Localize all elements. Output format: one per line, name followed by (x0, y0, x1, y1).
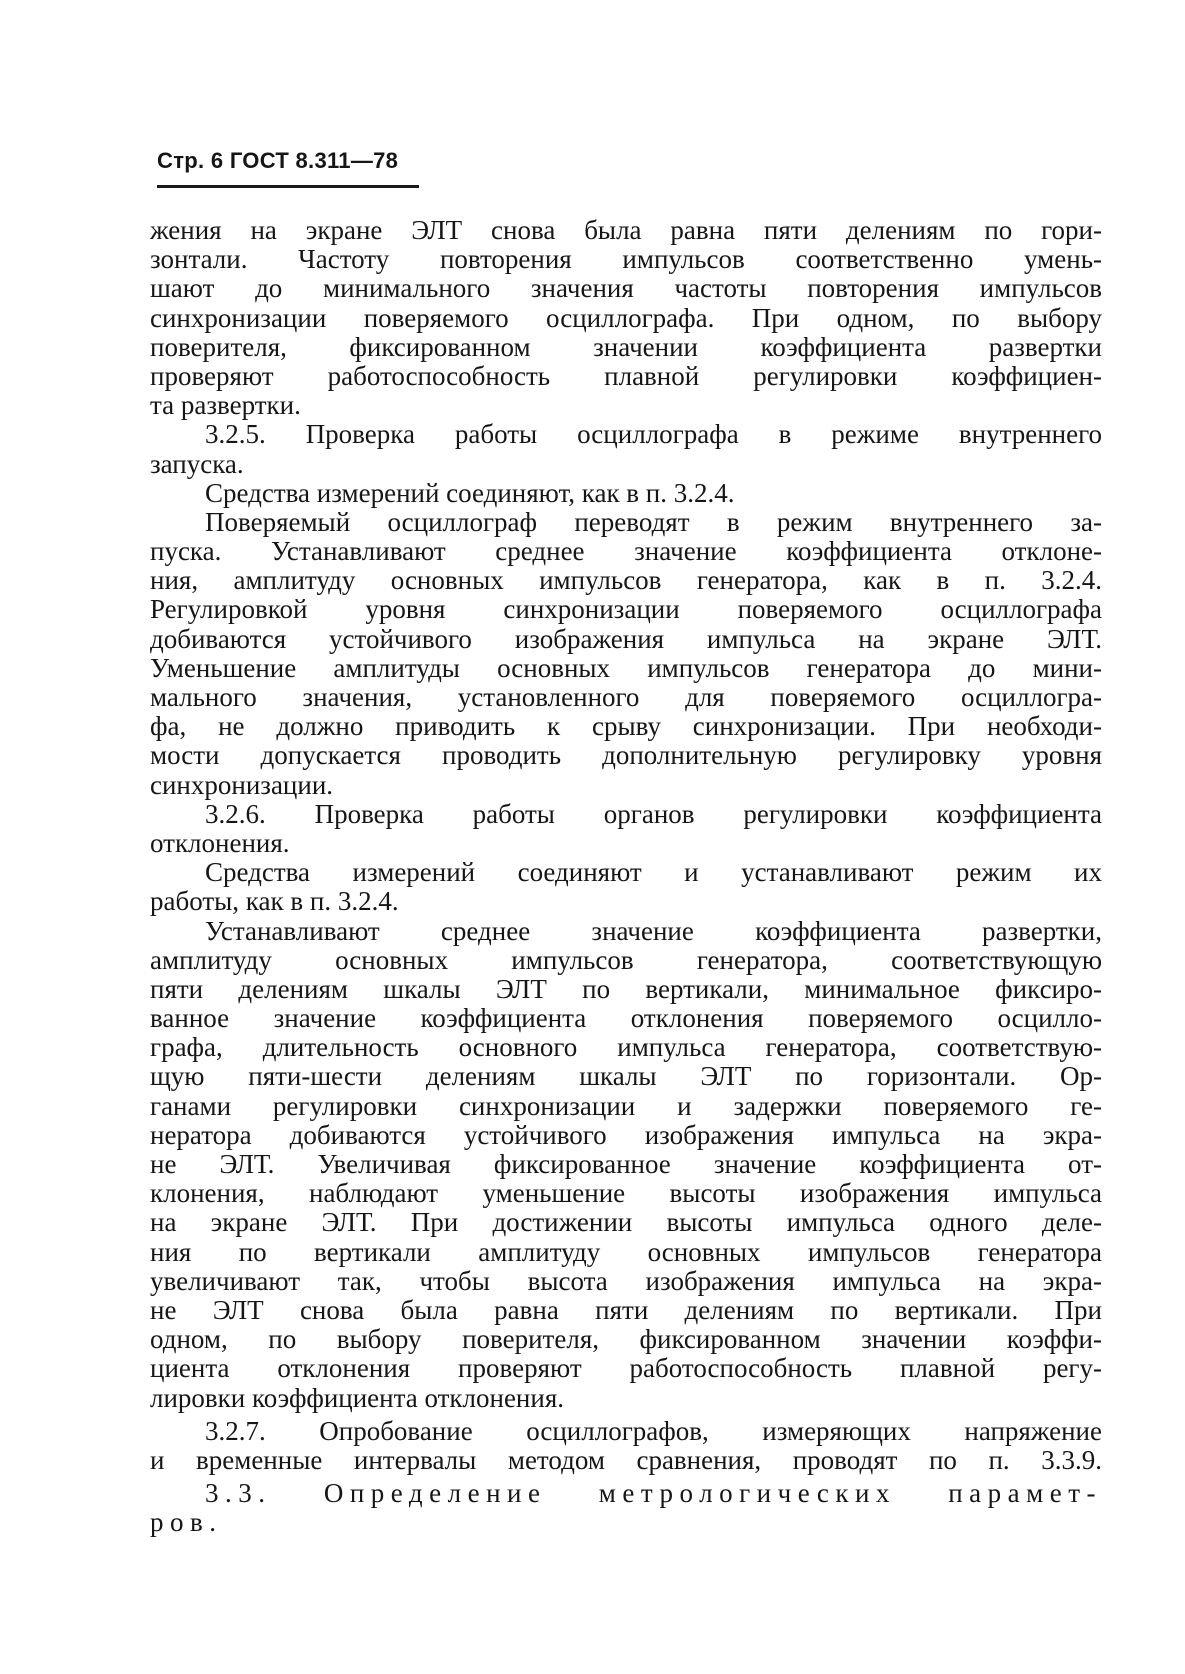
text-line: Устанавливают среднее значение коэффициента развертки, (205, 915, 1102, 946)
text-line: шают до минимального значения частоты повторения импульсов (150, 273, 1102, 304)
text-line: графа, длительность основного импульса генератора, соответствую- (150, 1032, 1102, 1063)
text-line: и временные интервалы методом сравнения, проводят по п. 3.3.9. (150, 1444, 1102, 1475)
text-line: та развертки. (150, 390, 301, 421)
text-line: клонения, наблюдают уменьшение высоты изображения импульса (150, 1178, 1102, 1209)
text-line: Средства измерений соединяют, как в п. 3.2.4. (205, 477, 735, 508)
standard-designation: ГОСТ 8.311—78 (229, 148, 399, 173)
text-line: увеличивают так, чтобы высота изображения импульса на экра- (150, 1265, 1102, 1296)
text-line: ванное значение коэффициента отклонения поверяемого осцилло- (150, 1003, 1102, 1034)
page-number: 6 (210, 148, 224, 173)
text-line: синхронизации. (150, 769, 334, 800)
text-line: добиваются устойчивого изображения импульса на экране ЭЛТ. (150, 623, 1102, 654)
section-heading-3-2-5: 3.2.5. Проверка работы осциллографа в режиме внутреннего (205, 419, 1102, 450)
text-line: лировки коэффициента отклонения. (150, 1382, 565, 1413)
text-line: проверяют работоспособность плавной регулировки коэффициен- (150, 360, 1102, 391)
page-prefix: Стр. (157, 148, 205, 173)
text-line: ганами регулировки синхронизации и задержки поверяемого ге- (150, 1090, 1102, 1121)
text-line: запуска. (150, 448, 244, 479)
section-heading-3-2-6: 3.2.6. Проверка работы органов регулировки коэффициента (205, 798, 1102, 829)
text-line: жения на экране ЭЛТ снова была равна пяти делениям по гори- (150, 215, 1102, 245)
text-line: одном, по выбору поверителя, фиксированном значении коэффи- (150, 1324, 1102, 1355)
section-heading-3-2-7: 3.2.7. Опробование осциллографов, измеряющих напряжение (205, 1415, 1102, 1446)
text-line: поверителя, фиксированном значении коэффициента развертки (150, 331, 1102, 362)
text-line: фа, не должно приводить к срыву синхронизации. При необходи- (150, 711, 1102, 742)
page-header (157, 148, 398, 174)
section-heading-3-3: 3.3. Определение метрологических парамет- (205, 1478, 1102, 1509)
text-line: ния, амплитуду основных импульсов генератора, как в п. 3.2.4. (150, 565, 1102, 596)
text-line: амплитуду основных импульсов генератора, соответствующую (150, 944, 1102, 975)
text-line: мости допускается проводить дополнительную регулировку уровня (150, 740, 1102, 771)
text-line: отклонения. (150, 827, 290, 858)
header-rule (157, 185, 419, 188)
text-line: зонтали. Частоту повторения импульсов соответственно умень- (150, 244, 1102, 275)
text-line: Поверяемый осциллограф переводят в режим внутреннего за- (205, 506, 1102, 537)
text-line: Уменьшение амплитуды основных импульсов генератора до мини- (150, 652, 1102, 683)
section-heading-3-3-end: ров. (150, 1507, 223, 1538)
text-line: ния по вертикали амплитуду основных импульсов генератора (150, 1236, 1102, 1267)
text-line: на экране ЭЛТ. При достижении высоты импульса одного деле- (150, 1207, 1102, 1238)
text-line: мального значения, установленного для поверяемого осциллогра- (150, 682, 1102, 712)
text-line: не ЭЛТ. Увеличивая фиксированное значение коэффициента от- (150, 1149, 1102, 1179)
text-line: щую пяти-шести делениям шкалы ЭЛТ по горизонтали. Ор- (150, 1061, 1102, 1092)
text-line: пяти делениям шкалы ЭЛТ по вертикали, минимальное фиксиро- (150, 973, 1102, 1004)
text-line: пуска. Устанавливают среднее значение коэффициента отклоне- (150, 536, 1102, 567)
text-line: Средства измерений соединяют и устанавливают режим их (205, 857, 1102, 888)
text-line: работы, как в п. 3.2.4. (150, 886, 399, 917)
text-line: синхронизации поверяемого осциллографа. При одном, по выбору (150, 302, 1102, 333)
text-line: не ЭЛТ снова была равна пяти делениям по вертикали. При (150, 1294, 1102, 1325)
text-line: циента отклонения проверяют работоспособность плавной регу- (150, 1353, 1102, 1384)
document-body (150, 216, 1102, 1537)
text-line: Регулировкой уровня синхронизации поверяемого осциллографа (150, 594, 1102, 625)
text-line: нератора добиваются устойчивого изображения импульса на экра- (150, 1119, 1102, 1150)
